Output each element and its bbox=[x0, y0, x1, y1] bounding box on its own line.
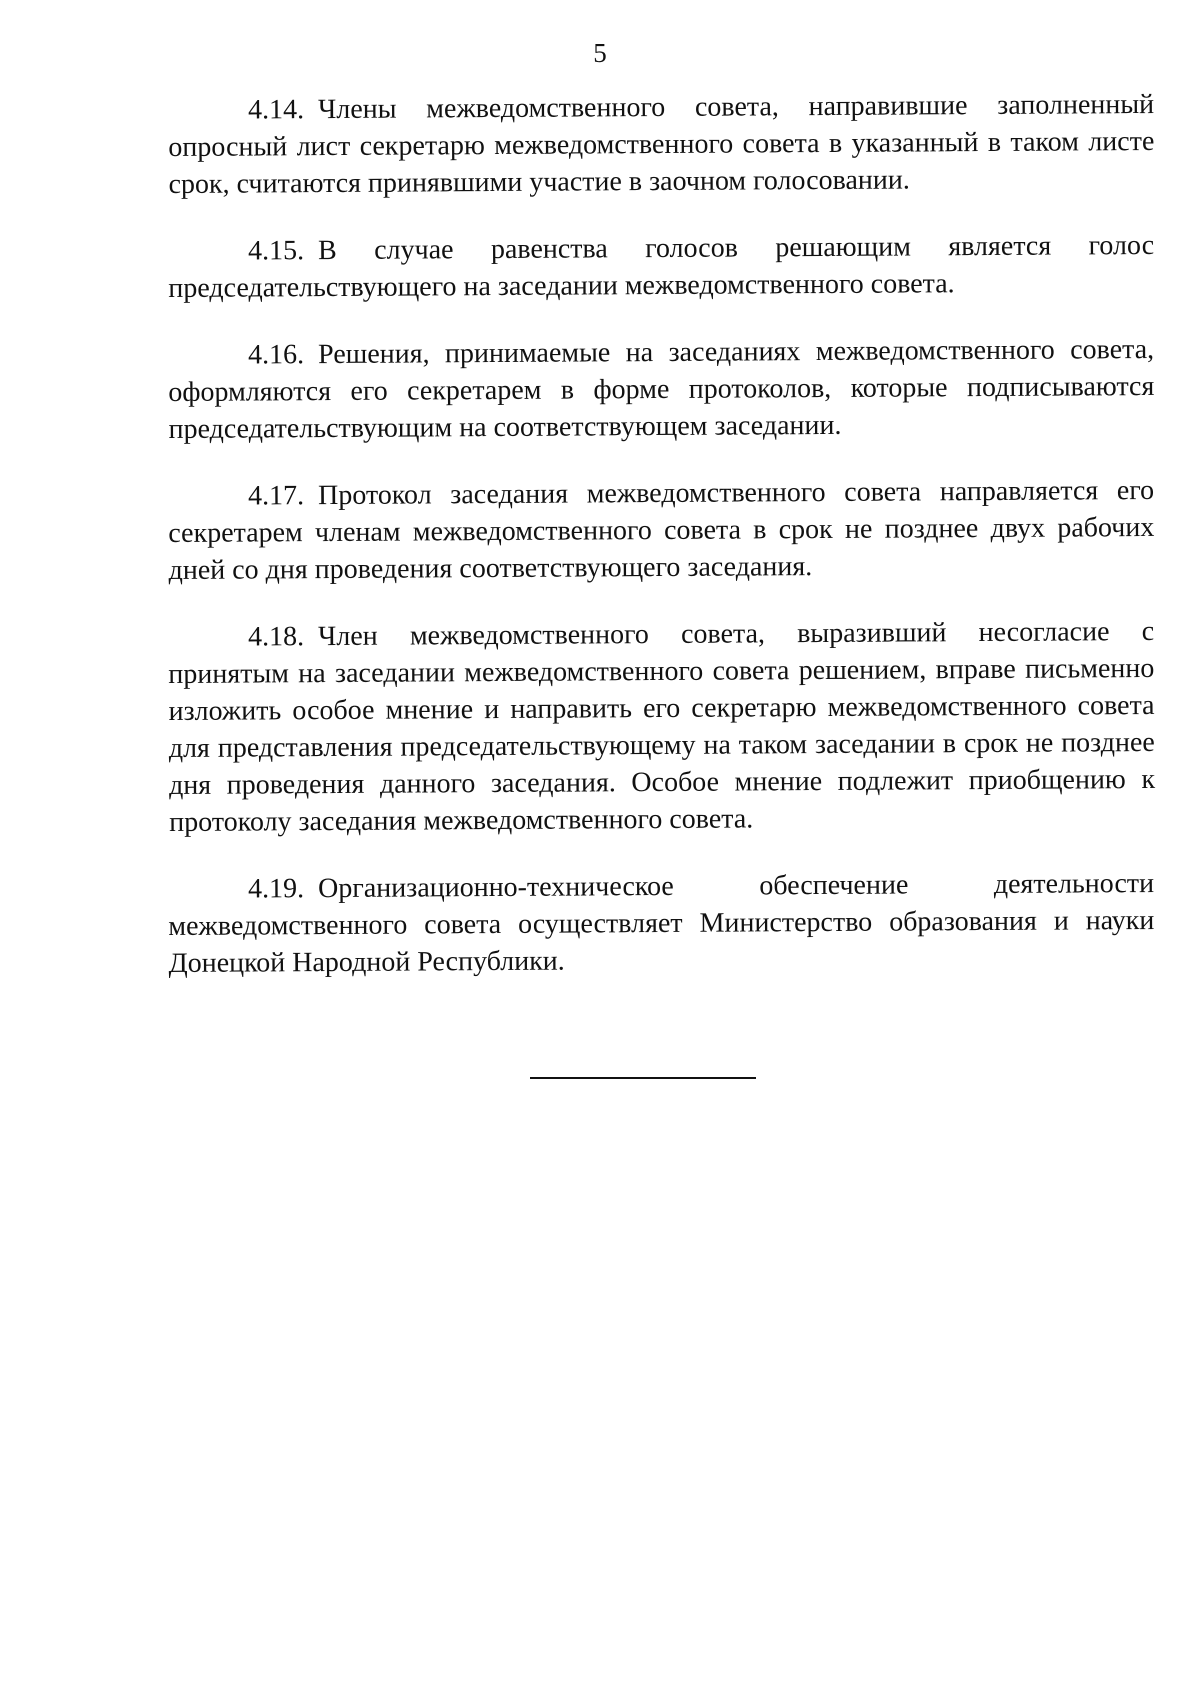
paragraph-text: Член межведомственного совета, выразивший несогласие с принятым на заседании межведомственного совета решением, вправе письменно изложить особое мнение и направить его секретарю межведомственного совета для представления председательствующему на таком заседании в срок не позднее дня проведения данного заседания. Особое мнение подлежит приобщению к протоколу заседания межведомственного совета. bbox=[168, 615, 1156, 838]
paragraph-4-17 bbox=[168, 472, 1155, 589]
page-number: 5 bbox=[593, 38, 607, 68]
paragraph-number: 4.16. bbox=[248, 339, 305, 371]
paragraph-4-19 bbox=[168, 865, 1155, 982]
paragraph-number: 4.14. bbox=[248, 94, 305, 126]
document-body bbox=[168, 88, 1156, 1012]
paragraph-text: В случае равенства голосов решающим является голос председательствующего на заседании межведомственного совета. bbox=[168, 229, 1155, 304]
paragraph-text: Организационно-техническое обеспечение деятельности межведомственного совета осуществляет Министерство образования и науки Донецкой Народной Республики. bbox=[168, 867, 1155, 979]
paragraph-number: 4.18. bbox=[248, 621, 305, 653]
paragraph-4-16 bbox=[168, 331, 1155, 448]
paragraph-number: 4.17. bbox=[248, 480, 305, 512]
paragraph-4-15 bbox=[168, 227, 1154, 307]
paragraph-number: 4.15. bbox=[248, 235, 305, 267]
paragraph-text: Протокол заседания межведомственного совета направляется его секретарем членам межведомственного совета в срок не позднее двух рабочих дней со дня проведения соответствующего заседания. bbox=[168, 474, 1155, 586]
paragraph-text: Члены межведомственного совета, направившие заполненный опросный лист секретарю межведомственного совета в указанный в таком листе срок, считаются принявшими участие в заочном голосовании. bbox=[168, 88, 1155, 200]
paragraph-4-14 bbox=[168, 86, 1155, 203]
end-of-document-rule bbox=[530, 1077, 756, 1079]
paragraph-number: 4.19. bbox=[248, 873, 305, 905]
paragraph-4-18 bbox=[168, 613, 1155, 841]
paragraph-text: Решения, принимаемые на заседаниях межведомственного совета, оформляются его секретарем в форме протоколов, которые подписываются председательствующим на соответствующем заседании. bbox=[168, 333, 1155, 445]
